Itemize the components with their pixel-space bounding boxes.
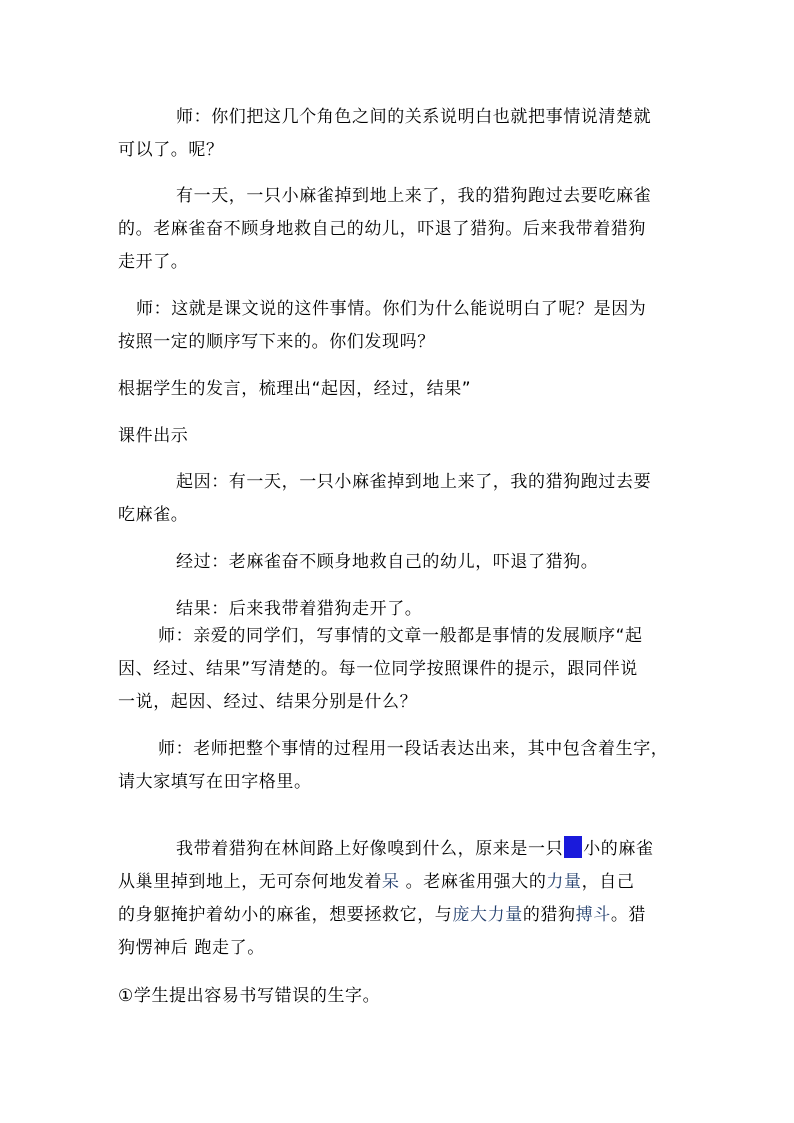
text-line: 有一天，一只小麻雀掉到地上来了，我的猎狗跑过去要吃麻雀	[176, 186, 652, 206]
text-line: 经过：老麻雀奋不顾身地救自己的幼儿，吓退了猎狗。	[176, 552, 599, 572]
paragraph-process	[118, 546, 678, 579]
paragraph-student-step	[118, 980, 678, 1013]
paragraph-story-summary	[118, 180, 678, 279]
paragraph-cause	[118, 466, 678, 532]
text-segment: 的身躯掩护着幼小的麻雀，想要拯救它，与	[118, 905, 453, 925]
text-segment: 。老麻雀用强大的	[399, 872, 547, 892]
text-line	[118, 899, 678, 932]
text-line: 师：亲爱的同学们，写事情的文章一般都是事情的发展顺序“起	[158, 626, 643, 646]
paragraph-teacher-1	[118, 101, 678, 167]
paragraph-fill-in-story	[118, 833, 678, 965]
text-line: 师：你们把这几个角色之间的关系说明白也就把事情说清楚就	[176, 107, 652, 127]
new-character: 力量	[546, 872, 582, 892]
text-segment: 从巢里掉到地上，无可奈何地发着	[118, 872, 382, 892]
text-line: 因、经过、结果”写清楚的。每一位同学按照课件的提示，跟同伴说	[118, 659, 638, 679]
blank-highlight[interactable]	[564, 836, 582, 858]
text-segment: 的猎狗	[522, 905, 576, 925]
paragraph-courseware	[118, 420, 678, 453]
text-line: 起因：有一天，一只小麻雀掉到地上来了，我的猎狗跑过去要	[176, 472, 652, 492]
text-segment: 。猎	[610, 905, 647, 925]
text-line: 按照一定的顺序写下来的。你们发现吗？	[118, 332, 435, 352]
paragraph-teacher-4	[118, 733, 678, 799]
text-line: 根据学生的发言，梳理出“起因，经过，结果”	[118, 379, 472, 399]
new-character: 呆	[382, 872, 400, 892]
text-segment: 我带着猎狗在林间路上好像嗅到什么，原来是一只	[176, 839, 564, 859]
text-line: 吃麻雀。	[118, 505, 189, 525]
new-character: 搏斗	[575, 905, 611, 925]
paragraph-teacher-2	[118, 293, 678, 359]
text-line: 师：老师把整个事情的过程用一段话表达出来，其中包含着生字，	[158, 739, 669, 759]
new-character: 庞大力量	[452, 905, 523, 925]
paragraph-summary-note	[118, 373, 678, 406]
text-line: 师：这就是课文说的这件事情。你们为什么能说明白了呢？是因为	[136, 299, 647, 319]
text-line: 的。老麻雀奋不顾身地救自己的幼儿，吓退了猎狗。后来我带着猎狗	[118, 219, 646, 239]
text-line	[118, 833, 678, 866]
text-line: 课件出示	[118, 426, 189, 446]
text-line: 一说，起因、经过、结果分别是什么？	[118, 692, 418, 712]
text-line: 狗愣神后 跑走了。	[118, 938, 265, 958]
text-line	[118, 866, 678, 899]
paragraph-teacher-3	[118, 620, 678, 719]
text-line: 结果：后来我带着猎狗走开了。	[176, 599, 423, 619]
text-line: ①学生提出容易书写错误的生字。	[118, 986, 381, 1006]
text-line: 可以了。呢？	[118, 140, 224, 160]
text-segment: ，自己	[581, 872, 635, 892]
text-line: 走开了。	[118, 252, 189, 272]
text-segment: 小的麻雀	[583, 839, 654, 859]
text-line: 请大家填写在田字格里。	[118, 772, 312, 792]
